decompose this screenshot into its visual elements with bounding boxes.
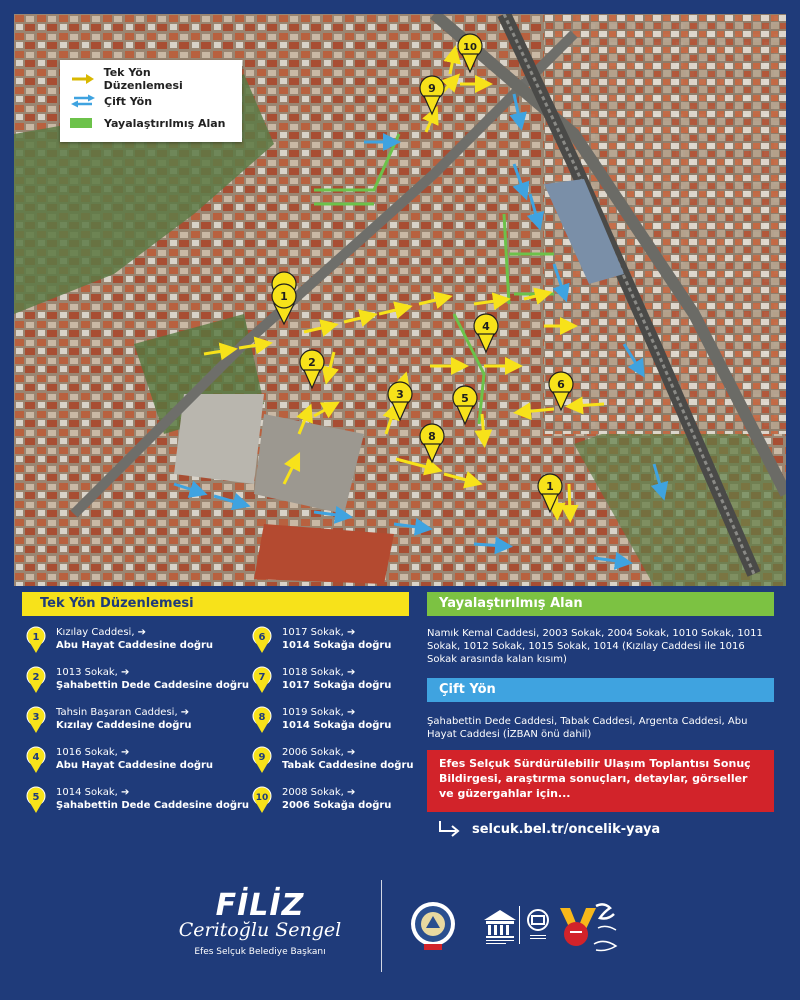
- one-way-direction: 1014 Sokağa doğru: [282, 720, 392, 731]
- one-way-direction: Abu Hayat Caddesine doğru: [56, 640, 214, 651]
- website-link-text[interactable]: selcuk.bel.tr/oncelik-yaya: [472, 821, 661, 837]
- one-way-direction: Şahabettin Dede Caddesine doğru: [56, 800, 250, 811]
- legend-two-way-label: Çift Yön: [104, 94, 153, 108]
- map-legend: [60, 60, 242, 142]
- pedestrian-streets-text: Namık Kemal Caddesi, 2003 Sokak, 2004 Sokak, 1010 Sokak, 1011 Sokak, 1012 Sokak, 1015 Sokak, 1014 (Kızılay Caddesi ile 1016 Sokak arasında kalan kısım): [427, 628, 763, 665]
- mayor-first-name: FİLİZ: [215, 888, 305, 923]
- one-way-item: [26, 706, 191, 734]
- return-arrow-icon: [438, 821, 460, 837]
- svg-text:4: 4: [32, 752, 40, 763]
- svg-text:3: 3: [32, 712, 40, 723]
- pin-icon: [252, 626, 272, 654]
- one-way-direction: Abu Hayat Caddesine doğru: [56, 760, 214, 771]
- svg-text:1: 1: [546, 480, 554, 493]
- one-way-street: 2008 Sokak, ➔: [282, 787, 356, 798]
- svg-text:4: 4: [482, 320, 490, 333]
- one-way-street: 1019 Sokak, ➔: [282, 707, 356, 718]
- one-way-item: [252, 666, 391, 694]
- two-way-arrow-icon: [70, 94, 96, 108]
- one-way-direction: 2006 Sokağa doğru: [282, 800, 392, 811]
- one-way-item: [252, 746, 414, 774]
- footer-divider: [381, 880, 382, 972]
- one-way-direction: 1017 Sokağa doğru: [282, 680, 392, 691]
- pin-icon: [252, 706, 272, 734]
- one-way-item: [26, 786, 249, 814]
- two-way-streets-text: Şahabettin Dede Caddesi, Tabak Caddesi, Argenta Caddesi, Abu Hayat Caddesi (İZBAN önü dahil): [427, 716, 748, 740]
- svg-text:10: 10: [255, 793, 269, 803]
- svg-text:2: 2: [308, 356, 316, 369]
- legend-pedestrian: [70, 112, 232, 134]
- pedestrian-header: Yayalaştırılmış Alan: [427, 592, 774, 616]
- one-way-street: 1017 Sokak, ➔: [282, 627, 356, 638]
- one-way-street: 1014 Sokak, ➔: [56, 787, 130, 798]
- svg-text:6: 6: [258, 632, 266, 643]
- pin-icon: [252, 746, 272, 774]
- svg-text:1: 1: [32, 632, 40, 643]
- one-way-street: 1013 Sokak, ➔: [56, 667, 130, 678]
- svg-text:5: 5: [32, 792, 40, 803]
- mayor-last-name: Ceritoğlu Sengel: [178, 919, 342, 941]
- legend-pedestrian-label: Yayalaştırılmış Alan: [104, 116, 226, 130]
- one-way-item: [26, 746, 213, 774]
- one-way-street: 1018 Sokak, ➔: [282, 667, 356, 678]
- pin-icon: [26, 666, 46, 694]
- one-way-street: Kızılay Caddesi, ➔: [56, 627, 147, 638]
- svg-text:3: 3: [396, 388, 404, 401]
- svg-text:9: 9: [258, 752, 266, 763]
- svg-text:10: 10: [463, 42, 477, 53]
- one-way-direction: 1014 Sokağa doğru: [282, 640, 392, 651]
- one-way-direction: Tabak Caddesine doğru: [282, 760, 414, 771]
- one-way-arrow-icon: [70, 72, 96, 86]
- one-way-item: [26, 666, 249, 694]
- pedestrian-swatch-icon: [70, 118, 92, 128]
- mayor-title: Efes Selçuk Belediye Başkanı: [194, 947, 326, 957]
- unesco-logo: [480, 906, 520, 946]
- website-link[interactable]: [438, 818, 660, 840]
- world-heritage-logo: [524, 908, 552, 944]
- unesco-divider: [519, 906, 520, 944]
- one-way-street: 1016 Sokak, ➔: [56, 747, 130, 758]
- mayor-signature: [160, 888, 360, 957]
- one-way-item: [26, 626, 213, 654]
- pin-icon: [252, 786, 272, 814]
- efes-selcuk-logo: [556, 898, 626, 958]
- one-way-street: Tahsin Başaran Caddesi, ➔: [56, 707, 190, 718]
- one-way-list: [26, 624, 416, 824]
- two-way-header: Çift Yön: [427, 678, 774, 702]
- one-way-header: Tek Yön Düzenlemesi: [22, 592, 409, 616]
- legend-two-way: [70, 90, 232, 112]
- municipality-seal-logo: [410, 900, 456, 952]
- pin-icon: [26, 786, 46, 814]
- svg-text:8: 8: [258, 712, 266, 723]
- svg-text:2: 2: [32, 672, 40, 683]
- legend-one-way-label: Tek Yön Düzenlemesi: [103, 66, 183, 92]
- one-way-item: [252, 706, 391, 734]
- pin-icon: [26, 626, 46, 654]
- one-way-item: [252, 626, 391, 654]
- one-way-street: 2006 Sokak, ➔: [282, 747, 356, 758]
- legend-one-way: [70, 68, 232, 90]
- pin-icon: [252, 666, 272, 694]
- map[interactable]: [14, 14, 786, 586]
- svg-text:7: 7: [258, 672, 266, 683]
- pin-icon: [26, 746, 46, 774]
- svg-text:8: 8: [428, 430, 436, 443]
- one-way-direction: Kızılay Caddesine doğru: [56, 720, 192, 731]
- one-way-direction: Şahabettin Dede Caddesine doğru: [56, 680, 250, 691]
- svg-text:1: 1: [280, 290, 288, 303]
- svg-text:9: 9: [428, 82, 436, 95]
- one-way-item: [252, 786, 391, 814]
- svg-text:5: 5: [461, 392, 469, 405]
- info-box: Efes Selçuk Sürdürülebilir Ulaşım Toplantısı Sonuç Bildirgesi, araştırma sonuçları, detaylar, görseller ve güzergahlar için...: [427, 750, 774, 812]
- svg-text:6: 6: [557, 378, 565, 391]
- pin-icon: [26, 706, 46, 734]
